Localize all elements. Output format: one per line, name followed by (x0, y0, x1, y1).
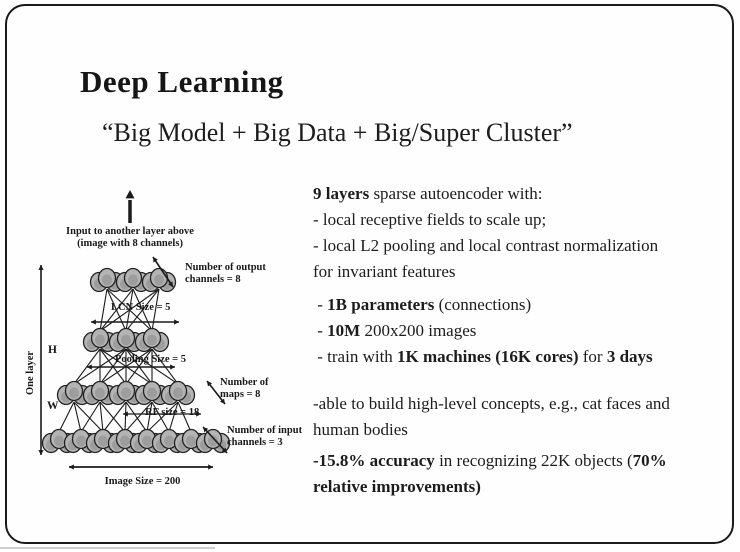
text-line: 9 layers sparse autoencoder with: (313, 184, 543, 203)
top-label-line2: (image with 8 channels) (77, 238, 183, 249)
text-line: - local receptive fields to scale up; (313, 210, 547, 229)
label-image-size: Image Size = 200 (104, 476, 181, 487)
label-axis-h: H (48, 344, 57, 356)
slide-subtitle: “Big Model + Big Data + Big/Super Cluster” (102, 118, 573, 147)
label-input-channels: Number of input channels = 3 (227, 425, 303, 448)
one-layer-axis-arrow (38, 265, 43, 455)
diagram-top-label (37, 226, 223, 250)
label-rf-size: RF size = 18 (145, 407, 200, 418)
label-lcn-size: LCN Size = 5 (111, 302, 171, 313)
text-line: - train with 1K machines (16K cores) for 3 days (313, 347, 653, 366)
text-line: for invariant features (313, 262, 456, 281)
label-axis-w: W (47, 400, 59, 412)
text-line: human bodies (313, 420, 408, 439)
text-line: - 10M 200x200 images (313, 321, 477, 340)
page-title: Deep Learning (80, 64, 284, 99)
text-line: -15.8% accuracy in recognizing 22K objects (70% (313, 451, 667, 470)
text-line: - local L2 pooling and local contrast normalization (313, 236, 659, 255)
label-number-of-maps: Number of maps = 8 (220, 377, 269, 400)
network-diagram (25, 183, 335, 513)
slide-body-text (313, 181, 740, 500)
label-pooling-size: Pooling Size = 5 (115, 354, 187, 365)
top-label-line1: Input to another layer above (66, 226, 194, 237)
scan-artifact-line (0, 547, 215, 549)
text-line: relative improvements) (313, 477, 481, 496)
label-output-channels: Number of output channels = 8 (185, 262, 266, 285)
label-one-layer: One layer (25, 350, 36, 396)
image-size-arrow (69, 464, 213, 469)
text-line: -able to build high-level concepts, e.g., cat faces and (313, 394, 670, 413)
text-line: - 1B parameters (connections) (313, 295, 532, 314)
up-arrow (126, 190, 135, 223)
